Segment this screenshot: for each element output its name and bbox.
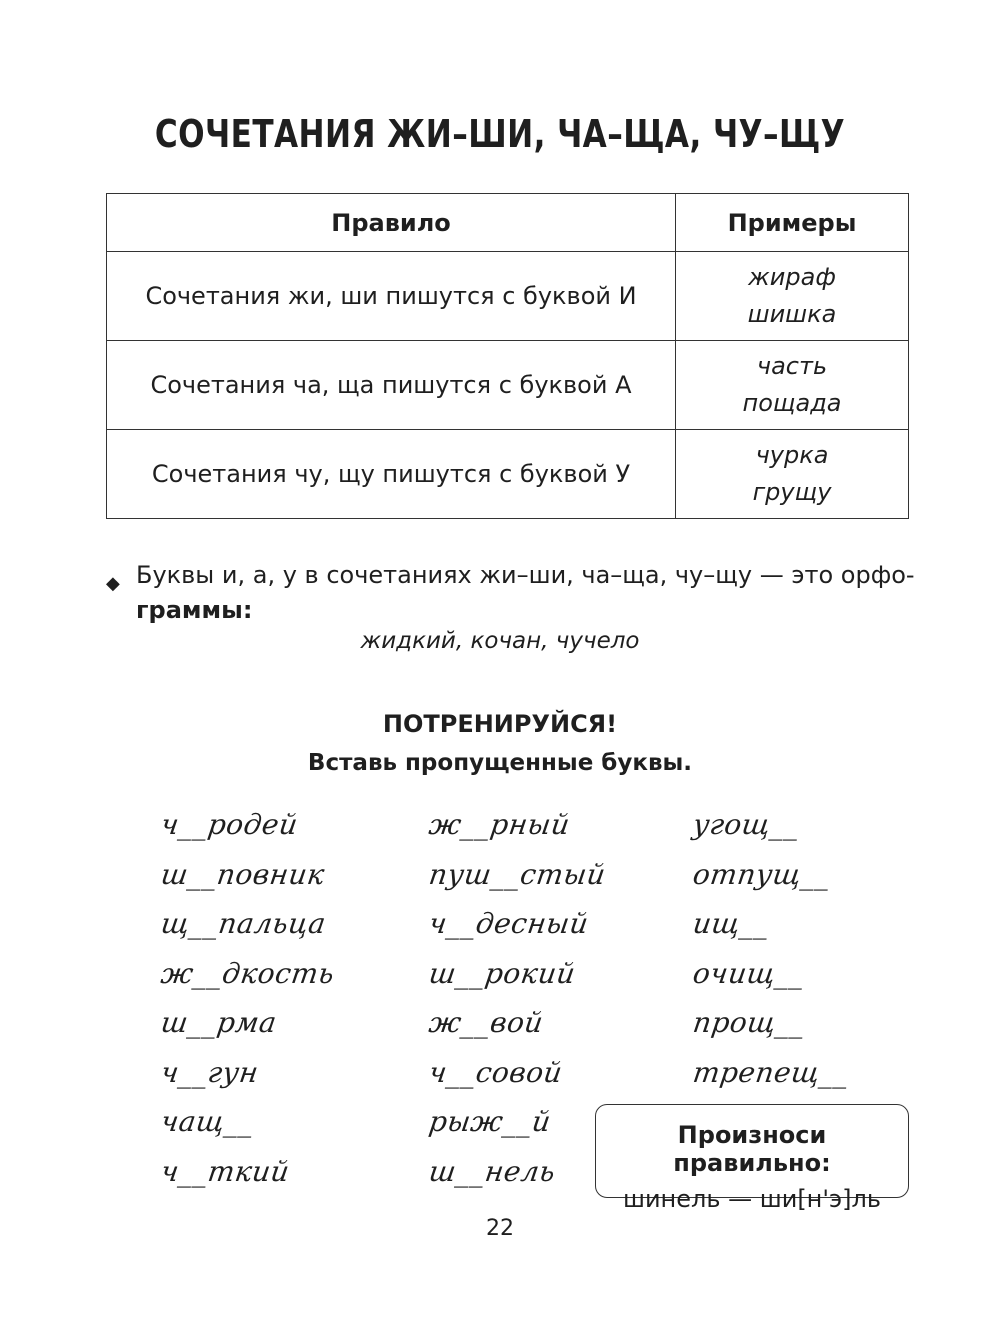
page-title: СОЧЕТАНИЯ ЖИ–ШИ, ЧА–ЩА, ЧУ–ЩУ <box>154 112 846 156</box>
practice-heading: ПОТРЕНИРУЙСЯ! <box>382 710 618 738</box>
exercise-word: ч__гун <box>158 1055 261 1089</box>
note-line-1: Буквы и, а, у в сочетаниях жи–ши, ча–ща, чу–щу — это орфо- <box>136 561 915 589</box>
example-word: грущу <box>752 478 832 506</box>
example-word: часть <box>756 352 828 380</box>
note-text <box>136 558 916 628</box>
page-number: 22 <box>486 1216 514 1241</box>
exercise-word: ж__рный <box>426 808 573 841</box>
orthogram-examples-text: жидкий, кочан, чучело <box>360 628 640 654</box>
examples-cell <box>676 430 909 519</box>
table-header-row <box>107 194 909 252</box>
diamond-bullet-icon: ◆ <box>106 573 120 594</box>
table-row <box>107 341 909 430</box>
exercise-word: ч__ткий <box>158 1154 292 1188</box>
exercise-word: очищ__ <box>690 956 807 990</box>
example-word: жираф <box>748 263 836 291</box>
example-word: чурка <box>755 441 829 469</box>
table-row <box>107 430 909 519</box>
exercise-word: прощ__ <box>690 1006 808 1039</box>
exercise-word: рыж__й <box>426 1105 554 1138</box>
orthogram-examples <box>0 628 1000 654</box>
example-word: пощада <box>742 389 842 417</box>
pronounce-box-title: Произноси правильно: <box>673 1121 831 1177</box>
exercise-word: ж__дкость <box>158 956 337 990</box>
examples-cell <box>676 341 909 430</box>
exercise-word: отпущ__ <box>690 857 833 891</box>
exercise-word: чащ__ <box>158 1105 257 1138</box>
header-rule: Правило <box>107 194 676 252</box>
exercise-word: ч__десный <box>426 907 591 940</box>
example-word: шишка <box>747 300 837 328</box>
exercise-word: ш__рма <box>158 1006 279 1039</box>
exercise-word: ищ__ <box>690 907 772 940</box>
exercise-column-2 <box>426 808 608 1204</box>
exercise-word: ч__совой <box>426 1055 565 1089</box>
exercise-word: пуш__стый <box>426 857 608 891</box>
exercise-word: трепещ__ <box>690 1055 852 1089</box>
table-row <box>107 252 909 341</box>
exercise-word: ч__родей <box>158 808 301 841</box>
examples-cell <box>676 252 909 341</box>
exercise-word: щ__пальца <box>158 907 329 940</box>
pronounce-box-text: шинель — ши[н'э]ль <box>623 1185 881 1213</box>
pronounce-box <box>595 1104 909 1213</box>
exercise-column-3 <box>690 808 852 1105</box>
exercise-word: ш__рокий <box>426 956 578 990</box>
rule-cell: Сочетания чу, щу пишутся с буквой У <box>107 430 676 519</box>
rule-cell: Сочетания ча, ща пишутся с буквой А <box>107 341 676 430</box>
exercise-column-1 <box>158 808 337 1204</box>
exercise-word: угощ__ <box>690 808 802 841</box>
exercise-word: ж__вой <box>426 1006 546 1039</box>
rule-cell: Сочетания жи, ши пишутся с буквой И <box>107 252 676 341</box>
rules-table <box>106 193 909 519</box>
header-examples: Примеры <box>676 194 909 252</box>
exercise-word: ш__нель <box>426 1154 558 1188</box>
practice-instruction: Вставь пропущенные буквы. <box>307 750 693 776</box>
exercise-word: ш__повник <box>158 857 327 891</box>
note-line-2: граммы: <box>136 596 253 624</box>
